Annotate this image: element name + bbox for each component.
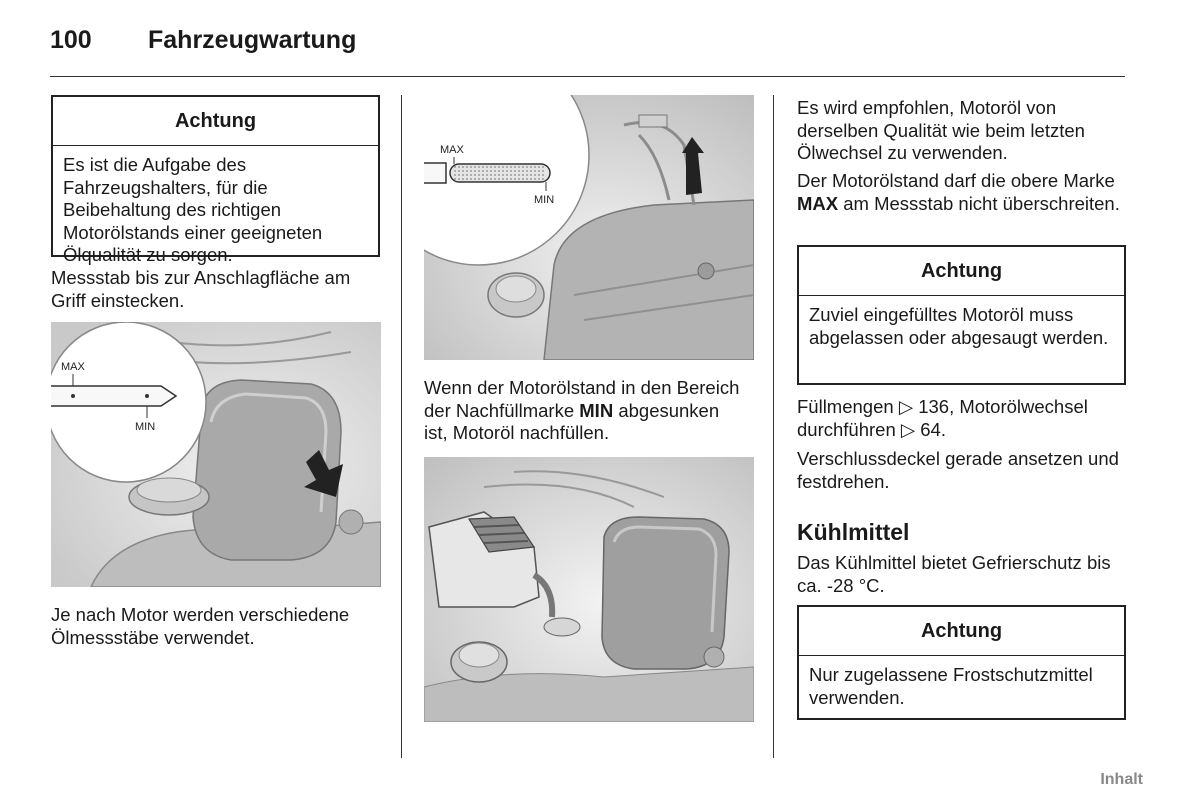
warning-title: Achtung: [799, 607, 1124, 656]
warning-title: Achtung: [53, 97, 378, 146]
engine-dipstick-illustration: [424, 95, 754, 360]
text-run: Der Motorölstand darf die obere Marke: [797, 170, 1115, 191]
warning-box: [797, 245, 1126, 385]
text-run: am Messstab nicht überschreiten.: [838, 192, 1120, 214]
max-mark-label: MAX: [797, 192, 839, 214]
text-run: abgesunken ist, Motoröl nachfüllen.: [424, 399, 720, 443]
instruction-paragraph: Das Kühlmittel bietet Gefrierschutz bis ca. -28 °C.: [797, 552, 1111, 596]
warning-box: [797, 605, 1126, 720]
warning-text: Es ist die Aufgabe des Fahrzeugshalters, für die Beibehaltung des richtigen Motorölstands einer geeigneten Ölqualität zu sorgen.: [63, 154, 323, 265]
instruction-paragraph: Verschlussdeckel gerade ansetzen und festdrehen.: [797, 448, 1119, 492]
oil-filling-illustration: [424, 457, 754, 722]
instruction-paragraph: Je nach Motor werden verschiedene Ölmessstäbe verwendet.: [51, 604, 350, 648]
instruction-paragraph: [797, 170, 1132, 215]
section-heading: Kühlmittel: [797, 519, 910, 545]
dipstick-illustration: [51, 322, 381, 587]
max-label: MAX: [440, 144, 464, 156]
min-label: MIN: [534, 194, 555, 206]
text-run: , Motorölwechsel durchführen: [797, 396, 1088, 440]
min-label: MIN: [135, 421, 156, 433]
min-mark-label: MIN: [579, 399, 614, 421]
page-reference-link[interactable]: 64: [920, 418, 941, 440]
page-ref-icon: ▷: [898, 396, 914, 417]
warning-box: [51, 95, 380, 265]
page-ref-icon: ▷: [900, 418, 916, 440]
max-label: MAX: [61, 361, 85, 373]
text-run: .: [940, 418, 946, 440]
text-run: Wenn der Motorölstand in den Bereich der Nachfüllmarke: [424, 377, 740, 421]
instruction-paragraph: Messstab bis zur Anschlagfläche am Griff einstecken.: [51, 267, 351, 311]
instruction-paragraph: [424, 377, 744, 445]
warning-text: Zuviel eingefülltes Motoröl muss abgelassen oder abgesaugt werden.: [809, 304, 1109, 348]
warning-title: Achtung: [799, 247, 1124, 296]
reference-paragraph: [797, 396, 1132, 441]
column-divider: [773, 95, 774, 758]
page-number: 100: [50, 26, 92, 54]
column-divider: [401, 95, 402, 758]
warning-text: Nur zugelassene Frostschutzmittel verwenden.: [809, 664, 1093, 708]
instruction-paragraph: Es wird empfohlen, Motoröl von derselben Qualität wie beim letzten Ölwechsel zu verwenden.: [797, 97, 1085, 163]
text-run: Füllmengen: [797, 396, 899, 417]
contents-link[interactable]: Inhalt: [1100, 771, 1143, 788]
page-title: Fahrzeugwartung: [148, 26, 357, 54]
page-reference-link[interactable]: 136: [918, 396, 950, 417]
page-header: [50, 22, 1125, 77]
